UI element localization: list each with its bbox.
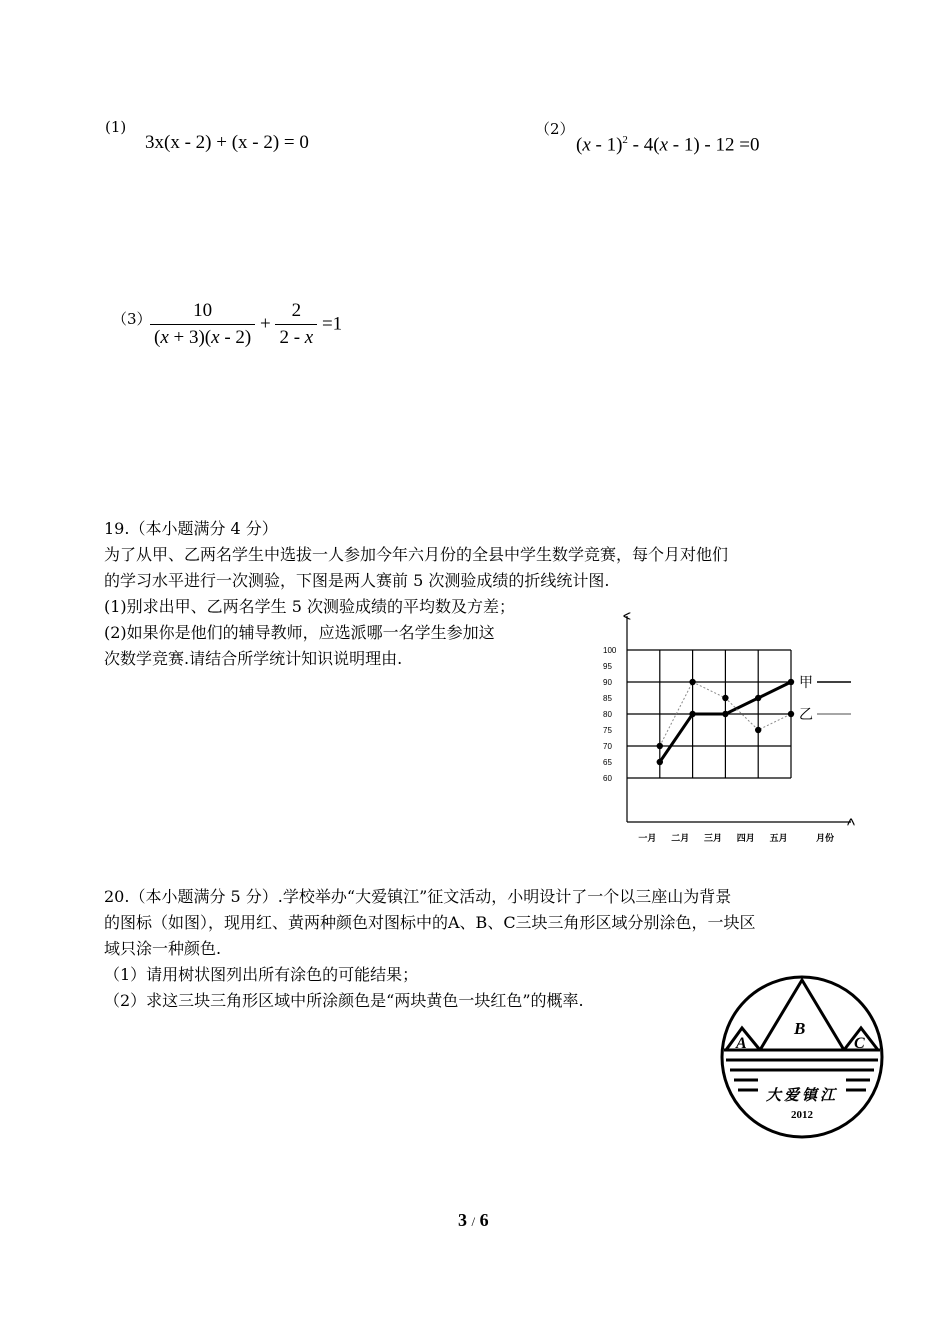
chart-legend	[799, 675, 851, 723]
fraction-1-denominator: (x + 3)(x - 2)	[154, 327, 252, 348]
q18-part3-equation: $\frac{10}{(x + 3)(x - 2)}$ + $\frac{2}{2 - x}$ =1	[150, 300, 342, 349]
region-a-label: A	[736, 1035, 747, 1052]
y-tick-label: 90	[603, 678, 612, 687]
x-tick-label: 二月	[671, 834, 690, 844]
data-point	[722, 711, 728, 717]
chart-axes	[627, 616, 851, 822]
q18-part1-label: (1)	[105, 118, 127, 136]
y-tick-label: 60	[603, 774, 612, 783]
q19-line4: (2)如果你是他们的辅导教师，应选派哪一名学生参加这	[104, 623, 495, 642]
q19-heading: 19.（本小题满分 4 分）	[104, 519, 278, 538]
y-tick-label: 80	[603, 710, 612, 719]
q18-part1-equation: 3x(x - 2) + (x - 2) = 0	[145, 132, 309, 153]
y-tick-label: 85	[603, 694, 612, 703]
data-point	[722, 695, 728, 701]
q20-line1: 20.（本小题满分 5 分）.学校举办“大爱镇江”征文活动，小明设计了一个以三座山为背景	[104, 887, 732, 906]
y-tick-label: 70	[603, 742, 612, 751]
legend-label: 甲	[799, 675, 813, 691]
q19-line2: 的学习水平进行一次测验，下图是两人赛前 5 次测验成绩的折线统计图.	[104, 571, 610, 590]
q18-part2-equation: (x - 1)$^2$ - 4(x - 1) - 12 =0	[576, 134, 760, 156]
fraction-1-numerator: 10	[150, 300, 255, 325]
x-axis-end-label: 月份	[815, 834, 835, 844]
y-tick-label: 75	[603, 726, 612, 735]
page-current: 3	[458, 1210, 467, 1230]
data-point	[657, 743, 663, 749]
fraction-2-denominator: 2 - x	[279, 327, 314, 348]
equation-rhs: =1	[321, 313, 343, 335]
score-line-chart	[595, 612, 855, 848]
fraction-2-numerator: 2	[275, 300, 317, 325]
page-number	[458, 1210, 489, 1231]
fraction-1	[150, 300, 255, 349]
q19-line1: 为了从甲、乙两名学生中选拔一人参加今年六月份的全县中学生数学竞赛，每个月对他们	[104, 545, 729, 564]
chart-x-ticks	[638, 832, 834, 844]
page-separator: /	[471, 1214, 476, 1229]
x-tick-label: 三月	[703, 834, 723, 844]
y-tick-label: 65	[603, 758, 612, 767]
q20-line4: （1）请用树状图列出所有涂色的可能结果；	[104, 965, 419, 984]
mountain-logo-figure	[718, 970, 886, 1144]
legend-label: 乙	[799, 707, 813, 723]
x-tick-label: 一月	[638, 834, 657, 844]
data-point	[788, 711, 794, 717]
data-point	[689, 679, 695, 685]
q20-line3: 域只涂一种颜色.	[104, 939, 222, 958]
q19-line5: 次数学竞赛.请结合所学统计知识说明理由.	[104, 649, 403, 668]
region-b-label: B	[794, 1019, 806, 1038]
x-tick-label: 五月	[769, 834, 788, 844]
data-point	[657, 759, 663, 765]
data-point	[788, 679, 794, 685]
q18-part3-label: （3）	[112, 310, 152, 328]
data-point	[755, 727, 761, 733]
q19-line3: (1)别求出甲、乙两名学生 5 次测验成绩的平均数及方差；	[104, 597, 516, 616]
region-c-label: C	[854, 1035, 865, 1052]
chart-y-ticks	[603, 646, 617, 783]
data-point	[755, 695, 761, 701]
logo-calligraphy: 大爱镇江	[765, 1086, 839, 1104]
q20-line5: （2）求这三块三角形区域中所涂颜色是“两块黄色一块红色”的概率.	[104, 991, 584, 1010]
page-total: 6	[479, 1210, 489, 1230]
x-tick-label: 四月	[736, 834, 755, 844]
q18-part2-label: （2）	[535, 120, 575, 138]
data-point	[689, 711, 695, 717]
logo-year: 2012	[791, 1109, 813, 1121]
y-tick-label: 95	[603, 662, 612, 671]
q20-line2: 的图标（如图），现用红、黄两种颜色对图标中的A、B、C三块三角形区域分别涂色，一块区	[104, 913, 756, 932]
fraction-2	[275, 300, 317, 349]
y-tick-label: 100	[603, 646, 617, 655]
